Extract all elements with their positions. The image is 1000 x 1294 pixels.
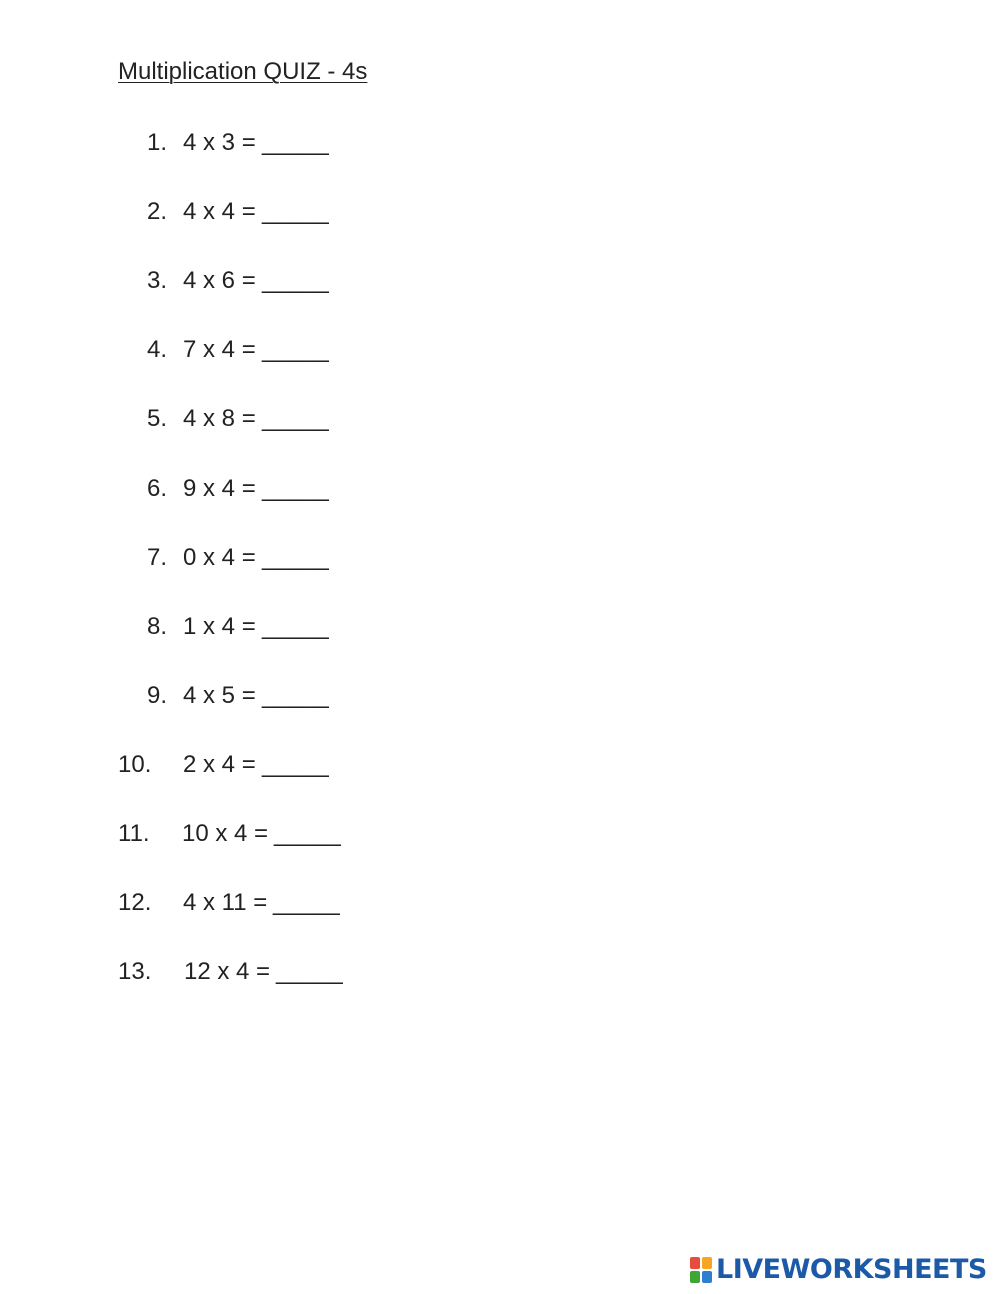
- logo-square-orange: [702, 1257, 712, 1269]
- question-expression: 4 x 8 =: [183, 405, 256, 432]
- answer-blank[interactable]: _____: [262, 405, 329, 432]
- question-number: 10.: [118, 751, 152, 778]
- liveworksheets-brand: [690, 1253, 987, 1287]
- logo-square-red: [690, 1257, 700, 1269]
- question-number: 8.: [147, 613, 168, 640]
- question-number: 11.: [118, 820, 150, 847]
- question-number: 2.: [147, 198, 168, 225]
- question-number: 9.: [147, 682, 168, 709]
- question-number: 1.: [147, 129, 168, 156]
- logo-square-blue: [702, 1271, 712, 1283]
- question-expression: 4 x 6 =: [183, 267, 256, 294]
- answer-blank[interactable]: _____: [262, 751, 329, 778]
- question-expression: 4 x 5 =: [183, 682, 256, 709]
- answer-blank[interactable]: _____: [274, 820, 341, 847]
- answer-blank[interactable]: _____: [262, 129, 329, 156]
- answer-blank[interactable]: _____: [273, 889, 340, 916]
- question-expression: 0 x 4 =: [183, 544, 256, 571]
- logo-square-green: [690, 1271, 700, 1283]
- question-number: 4.: [147, 336, 168, 363]
- question-expression: 12 x 4 =: [184, 958, 271, 985]
- question-number: 13.: [118, 958, 152, 985]
- question-number: 12.: [118, 889, 152, 916]
- brand-name: LIVEWORKSHEETS: [716, 1254, 987, 1285]
- answer-blank[interactable]: _____: [262, 544, 329, 571]
- question-expression: 4 x 4 =: [183, 198, 256, 225]
- question-number: 6.: [147, 475, 168, 502]
- answer-blank[interactable]: _____: [262, 267, 329, 294]
- liveworksheets-logo-icon: [690, 1257, 712, 1283]
- question-expression: 4 x 3 =: [183, 129, 256, 156]
- question-expression: 4 x 11 =: [183, 889, 268, 916]
- answer-blank[interactable]: _____: [262, 682, 329, 709]
- question-expression: 10 x 4 =: [182, 820, 269, 847]
- answer-blank[interactable]: _____: [262, 613, 329, 640]
- question-expression: 9 x 4 =: [183, 475, 256, 502]
- question-number: 5.: [147, 405, 168, 432]
- answer-blank[interactable]: _____: [262, 475, 329, 502]
- question-number: 7.: [147, 544, 168, 571]
- answer-blank[interactable]: _____: [276, 958, 343, 985]
- question-expression: 2 x 4 =: [183, 751, 256, 778]
- answer-blank[interactable]: _____: [262, 198, 329, 225]
- page-title: Multiplication QUIZ - 4s: [118, 58, 368, 85]
- question-expression: 7 x 4 =: [183, 336, 256, 363]
- question-expression: 1 x 4 =: [183, 613, 256, 640]
- answer-blank[interactable]: _____: [262, 336, 329, 363]
- question-number: 3.: [147, 267, 168, 294]
